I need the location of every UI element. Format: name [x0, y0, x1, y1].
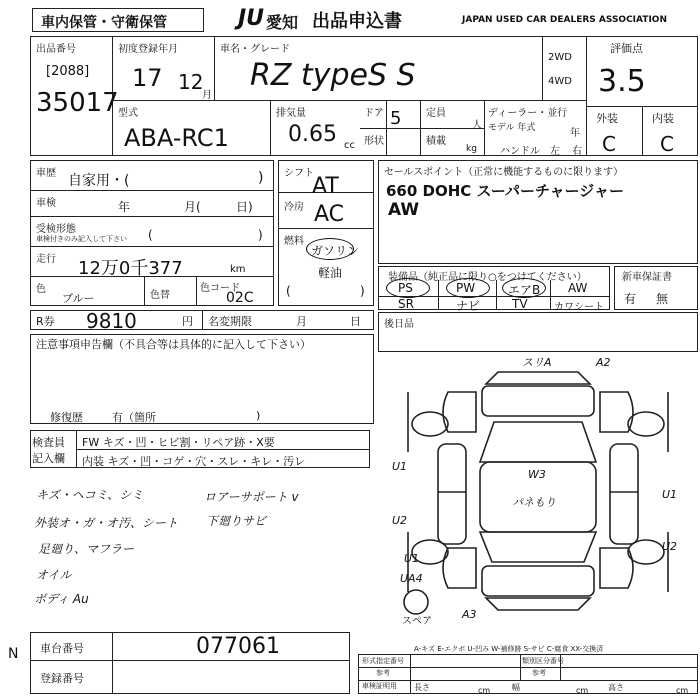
- inspection-year: 年: [118, 200, 131, 214]
- chassis-mark: N: [8, 646, 19, 662]
- diagram-mark-left1: U1: [392, 460, 408, 473]
- diagram-mark-left4: UA4: [400, 572, 423, 585]
- lot-number: 35017: [36, 88, 119, 118]
- spare-label: スペア: [402, 616, 432, 627]
- shift-label: シフト: [284, 168, 314, 179]
- right-doors: [610, 444, 638, 544]
- diagram-mark-right1: U1: [662, 488, 678, 501]
- sales-point-label: セールスポイント（正常に機能するものに限ります）: [384, 167, 624, 178]
- steering-label: ハンドル: [500, 146, 540, 157]
- equip-ps: PS: [398, 281, 413, 295]
- equip-sr: SR: [398, 297, 414, 311]
- exterior-grade: C: [602, 132, 616, 156]
- inspection-month: 月(: [184, 200, 201, 214]
- fuel-label: 燃料: [284, 236, 304, 247]
- length-unit: cm: [478, 686, 491, 695]
- diagram-mark-center1: W3: [528, 468, 546, 481]
- recycle-unit: 円: [182, 315, 193, 328]
- history-label: 車歴: [36, 168, 56, 179]
- score-label: 評価点: [610, 42, 643, 55]
- dealer-label: ディーラー・並行: [488, 108, 568, 119]
- color-label: 色: [36, 284, 46, 295]
- load-unit: kg: [466, 144, 477, 154]
- hand-note-5: ボディ Au: [34, 592, 89, 606]
- ref-label-2: 参考: [532, 669, 546, 677]
- recycle-label: R券: [36, 315, 55, 328]
- equip-aw: AW: [568, 281, 588, 295]
- doc-title: 出品申込書: [312, 11, 402, 32]
- shift-value: AT: [312, 174, 339, 199]
- name-change-label: 名変期限: [208, 315, 252, 328]
- org-name: 愛知: [266, 13, 299, 32]
- ac-value: AC: [314, 202, 345, 227]
- registration-label: 初度登録年月: [118, 44, 178, 55]
- width-unit: cm: [576, 686, 589, 695]
- front-bumper-top: [486, 372, 590, 384]
- left-front-wheel: [412, 412, 448, 436]
- model-label: 車名・グレード: [220, 44, 290, 55]
- sales-point-line2: AW: [388, 200, 420, 220]
- score-value: 3.5: [598, 64, 646, 99]
- chassis-label: 車台番号: [40, 642, 84, 655]
- hand-note-3: 足廻り、マフラー: [38, 542, 135, 556]
- notes-label: 注意事項申告欄（不具合等は具体的に記入して下さい）: [36, 338, 311, 351]
- windshield: [480, 422, 596, 462]
- fuel-gas: ガソリン: [311, 244, 360, 258]
- door-value: 5: [390, 108, 402, 129]
- equip-navi: ナビ: [456, 299, 481, 313]
- type-label: 型式: [118, 108, 138, 119]
- displacement-value: 0.65: [288, 122, 337, 147]
- repair-history-close: ): [256, 409, 261, 422]
- registration-month: 12: [178, 70, 204, 94]
- shape-label: 形状: [364, 136, 384, 147]
- interior-label: 内装: [652, 112, 674, 125]
- equip-pw: PW: [456, 281, 476, 295]
- month-unit: 月: [202, 90, 212, 101]
- steering-left: 左: [550, 146, 560, 157]
- hand-note-right-2: 下廻りサビ: [206, 514, 267, 528]
- inspection-day: 日): [236, 200, 253, 214]
- color-code-value: 02C: [226, 290, 254, 306]
- inspector-int-row: 内装 キズ・凹・コゲ・穴・スレ・キレ・汚レ: [82, 455, 306, 468]
- type-value: ABA-RC1: [124, 124, 229, 152]
- hand-note-right-1: ロアーサポート v: [204, 490, 299, 504]
- diagram-mark-top2: A2: [596, 356, 611, 369]
- width-label: 幅: [512, 683, 520, 692]
- warranty-label: 新車保証書: [622, 272, 672, 283]
- year-unit: 年: [570, 128, 580, 139]
- chassis-number: 077061: [196, 634, 280, 659]
- mileage-label: 走行: [36, 254, 56, 265]
- diagram-mark-left3: U1: [404, 552, 420, 565]
- class-num-label: 類別区分番号: [522, 657, 564, 665]
- mileage-value: 12万0千377: [78, 258, 183, 279]
- color-code-label: 色コード: [200, 283, 240, 294]
- interior-grade: C: [660, 132, 674, 156]
- registration-year: 17: [132, 64, 163, 92]
- height-unit: cm: [676, 686, 689, 695]
- left-doors: [438, 444, 466, 544]
- capacity-unit: 人: [472, 120, 482, 131]
- lot-label: 出品番号: [36, 44, 76, 55]
- damage-legend: A-キズ E-エクボ U-凹み W-補修跡 S-サビ C-腐食 XX-交換済: [414, 645, 604, 653]
- association-name: JAPAN USED CAR DEALERS ASSOCIATION: [462, 15, 667, 25]
- later-items-label: 後日品: [384, 319, 414, 330]
- rear-bumper: [486, 598, 590, 610]
- car-damage-diagram: [378, 352, 698, 628]
- inspector-label-1: 検査員: [32, 436, 65, 449]
- color-change-label: 色替: [150, 290, 170, 301]
- spare-tire: [404, 590, 428, 614]
- equip-leather: カワシート: [554, 302, 604, 313]
- inspector-label-2: 記入欄: [32, 452, 65, 465]
- ac-label: 冷房: [284, 202, 304, 213]
- ref-label-1: 参考: [376, 669, 390, 677]
- exterior-label: 外装: [596, 112, 618, 125]
- diagram-mark-bottom: A3: [462, 608, 477, 621]
- rear-glass: [480, 532, 596, 562]
- history-close: ): [258, 170, 264, 186]
- ju-logo: JU: [238, 6, 265, 31]
- diagram-mark-right2: U2: [662, 540, 678, 553]
- model-grade: RZ typeS S: [250, 58, 416, 93]
- hood-top: [482, 386, 594, 416]
- displacement-unit: cc: [344, 140, 355, 151]
- type-cert-label: 形式指定番号: [362, 657, 404, 665]
- equipment-label: 装備品（純正品に限り○をつけてください）: [388, 272, 587, 283]
- registration-number-label: 登録番号: [40, 672, 84, 685]
- storage-badge-text: 車内保管・守衛保管: [41, 15, 167, 31]
- inspector-fw-row: FW キズ・凹・ヒビ割・リペア跡・X要: [82, 436, 275, 449]
- warranty-no: 無: [656, 292, 669, 306]
- later-items-block: [378, 312, 698, 352]
- color-value: ブルー: [62, 292, 95, 305]
- door-label: ドア: [364, 108, 384, 119]
- repair-history-label: 修復歴: [50, 411, 83, 424]
- storage-badge: [32, 8, 204, 32]
- lot-sub-number: [2088]: [46, 64, 90, 79]
- receipt-open: (: [148, 228, 153, 242]
- warranty-yes: 有: [624, 292, 637, 306]
- receipt-close: ): [258, 228, 263, 242]
- recycle-value: 9810: [86, 309, 137, 333]
- fuel-open: (: [286, 284, 291, 298]
- hand-note-4: オイル: [36, 568, 72, 582]
- sales-point-line1: 660 DOHC スーパーチャージャー: [386, 182, 624, 200]
- history-value: 自家用・(: [68, 173, 130, 189]
- load-label: 積載: [426, 136, 446, 147]
- cert-type-label: 車検証明用: [362, 682, 397, 690]
- displacement-label: 排気量: [276, 108, 306, 119]
- length-label: 長さ: [414, 683, 430, 692]
- repair-history-value: 有（箇所: [112, 411, 156, 424]
- drive-2wd: 2WD: [548, 52, 572, 63]
- steering-right: 右: [572, 146, 582, 157]
- capacity-label: 定員: [426, 108, 446, 119]
- inspection-label: 車検: [36, 198, 56, 209]
- right-front-wheel: [628, 412, 664, 436]
- mileage-unit: km: [230, 264, 246, 275]
- fuel-close: ): [360, 284, 365, 298]
- receipt-label: 受検形態: [36, 224, 76, 235]
- diagram-mark-center2: パネもり: [512, 496, 556, 509]
- name-change-month: 月: [296, 315, 307, 328]
- hand-note-1: キズ・ヘコミ、シミ: [36, 488, 144, 502]
- receipt-note: 車検付きのみ記入して下さい: [36, 235, 127, 243]
- equip-airbag: エアB: [508, 283, 541, 297]
- right-rear-wheel: [628, 540, 664, 564]
- diagram-mark-left2: U2: [392, 514, 408, 527]
- diagram-mark-top: スリA: [522, 356, 552, 369]
- equip-tv: TV: [512, 297, 528, 311]
- drive-4wd: 4WD: [548, 76, 572, 87]
- fuel-diesel: 軽油: [318, 266, 343, 280]
- model-year-label: モデル 年式: [488, 123, 536, 133]
- height-label: 高さ: [608, 683, 624, 692]
- trunk: [482, 566, 594, 596]
- hand-note-2: 外装オ・ガ・オ汚、シート: [34, 516, 179, 530]
- name-change-day: 日: [350, 315, 361, 328]
